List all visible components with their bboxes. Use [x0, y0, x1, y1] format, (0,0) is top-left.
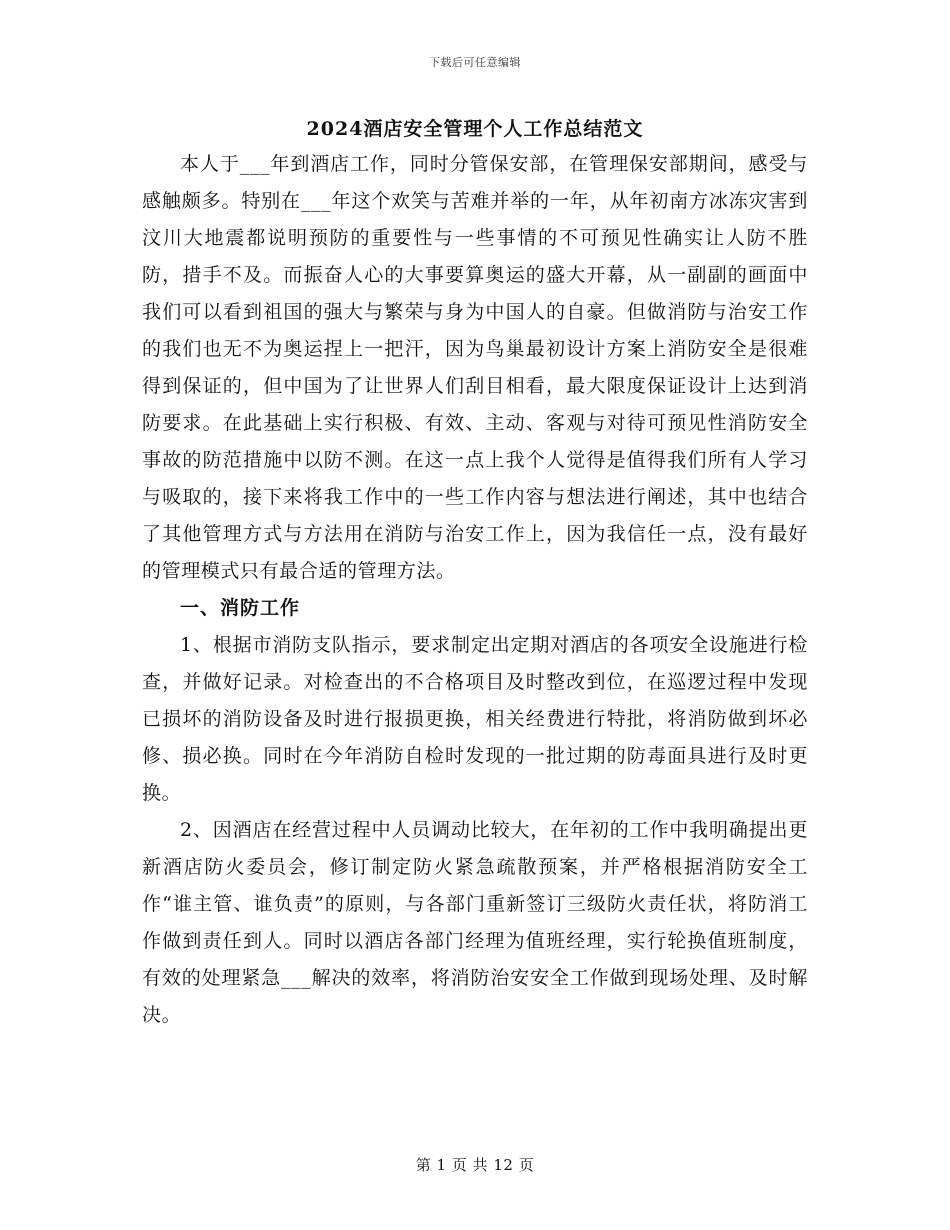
section-item-1: 1、根据市消防支队指示，要求制定出定期对酒店的各项安全设施进行检查，并做好记录。对检查出的不合格项目及时整改到位，在巡逻过程中发现已损坏的消防设备及时进行报损更换，相关经费进行特批，将消防做到坏必修、损必换。同时在今年消防自检时发现的一批过期的防毒面具进行及时更换。: [142, 634, 808, 804]
document-title: 2024酒店安全管理个人工作总结范文: [306, 118, 644, 140]
document-body: [142, 146, 808, 1034]
page-number: 第 1 页 共 12 页: [415, 1156, 535, 1174]
section-heading-fire-safety: 一、消防工作: [180, 597, 301, 619]
intro-paragraph: 本人于___年到酒店工作，同时分管保安部，在管理保安部期间，感受与感触颇多。特别在___年这个欢笑与苦难并举的一年，从年初南方冰冻灾害到汶川大地震都说明预防的重要性与一些事情的不可预见性确实让人防不胜防，措手不及。而振奋人心的大事要算奥运的盛大开幕，从一副副的画面中我们可以看到祖国的强大与繁荣与身为中国人的自豪。但做消防与治安工作的我们也无不为奥运捏上一把汗，因为鸟巢最初设计方案上消防安全是很难得到保证的，但中国为了让世界人们刮目相看，最大限度保证设计上达到消防要求。在此基础上实行积极、有效、主动、客观与对待可预见性消防安全事故的防范措施中以防不测。在这一点上我个人觉得是值得我们所有人学习与吸取的，接下来将我工作中的一些工作内容与想法进行阐述，其中也结合了其他管理方式与方法用在消防与治安工作上，因为我信任一点，没有最好的管理模式只有最合适的管理方法。: [142, 153, 808, 582]
section-item-2: 2、因酒店在经营过程中人员调动比较大，在年初的工作中我明确提出更新酒店防火委员会，修订制定防火紧急疏散预案，并严格根据消防安全工作“谁主管、谁负责”的原则，与各部门重新签订三级防火责任状，将防消工作做到责任到人。同时以酒店各部门经理为值班经理，实行轮换值班制度，有效的处理紧急___解决的效率，将消防治安安全工作做到现场处理、及时解决。: [142, 819, 808, 1026]
header-note: 下载后可任意编辑: [429, 56, 521, 69]
